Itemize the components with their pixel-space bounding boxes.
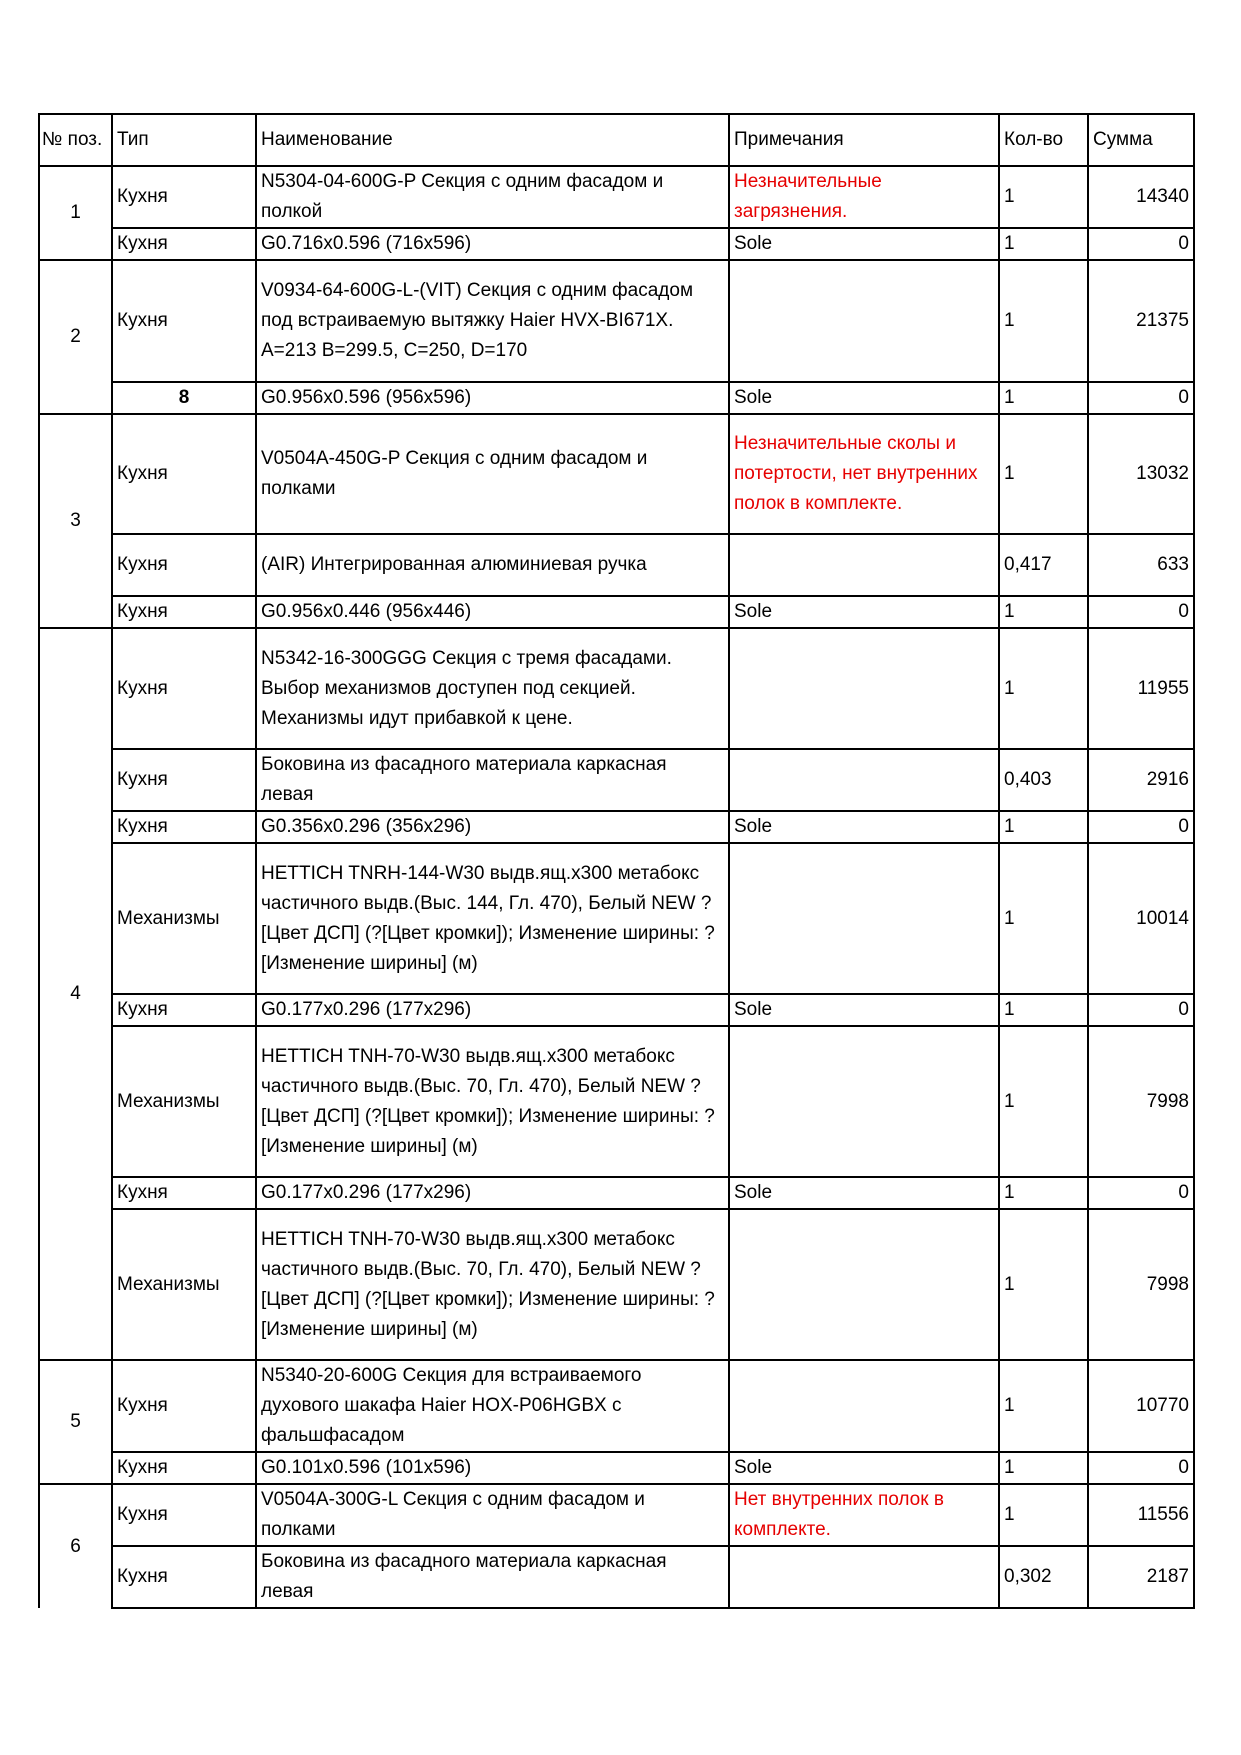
sum-cell: 0 (1088, 382, 1194, 414)
name-cell: N5340-20-600G Секция для встраиваемого духового шакафа Haier HOX-P06HGBX с фальшфасадом (256, 1360, 729, 1452)
notes-cell (729, 843, 999, 994)
sum-cell: 21375 (1088, 260, 1194, 382)
sum-cell: 11556 (1088, 1484, 1194, 1546)
position-number: 1 (39, 166, 112, 260)
type-cell: Кухня (112, 1452, 256, 1484)
notes-cell: Sole (729, 382, 999, 414)
table-row (39, 596, 1194, 628)
type-cell: Кухня (112, 414, 256, 534)
table-row (39, 228, 1194, 260)
notes-cell (729, 260, 999, 382)
name-cell: N5342-16-300GGG Секция с тремя фасадами. Выбор механизмов доступен под секцией. Механизмы идут прибавкой к цене. (256, 628, 729, 749)
header-pos: № поз. (39, 114, 112, 166)
sum-cell: 13032 (1088, 414, 1194, 534)
type-cell: Механизмы (112, 843, 256, 994)
notes-cell: Нет внутренних полок в комплекте. (729, 1484, 999, 1546)
sum-cell: 633 (1088, 534, 1194, 596)
notes-cell: Sole (729, 228, 999, 260)
sum-cell: 10770 (1088, 1360, 1194, 1452)
notes-cell (729, 1546, 999, 1608)
type-cell: Кухня (112, 534, 256, 596)
sum-cell: 0 (1088, 1452, 1194, 1484)
table-row (39, 1546, 1194, 1608)
table-row (39, 1026, 1194, 1177)
position-number: 6 (39, 1484, 112, 1608)
table-row (39, 1484, 1194, 1546)
name-cell: G0.956x0.596 (956x596) (256, 382, 729, 414)
name-cell: G0.716x0.596 (716x596) (256, 228, 729, 260)
type-cell: 8 (112, 382, 256, 414)
sum-cell: 0 (1088, 228, 1194, 260)
qty-cell: 1 (999, 228, 1088, 260)
position-number: 5 (39, 1360, 112, 1484)
specification-table (38, 113, 1195, 1609)
type-cell: Кухня (112, 1360, 256, 1452)
sum-cell: 0 (1088, 1177, 1194, 1209)
table-row (39, 382, 1194, 414)
notes-cell: Sole (729, 1452, 999, 1484)
type-cell: Кухня (112, 1484, 256, 1546)
qty-cell: 0,403 (999, 749, 1088, 811)
sum-cell: 0 (1088, 811, 1194, 843)
sum-cell: 7998 (1088, 1026, 1194, 1177)
type-cell: Кухня (112, 1177, 256, 1209)
sum-cell: 11955 (1088, 628, 1194, 749)
table-row (39, 1452, 1194, 1484)
table-row (39, 749, 1194, 811)
table-row (39, 534, 1194, 596)
name-cell: Боковина из фасадного материала каркасная левая (256, 1546, 729, 1608)
sum-cell: 2916 (1088, 749, 1194, 811)
qty-cell: 1 (999, 994, 1088, 1026)
qty-cell: 1 (999, 811, 1088, 843)
name-cell: G0.101x0.596 (101x596) (256, 1452, 729, 1484)
notes-cell (729, 1026, 999, 1177)
position-number: 3 (39, 414, 112, 628)
table-row (39, 166, 1194, 228)
type-cell: Кухня (112, 749, 256, 811)
qty-cell: 1 (999, 843, 1088, 994)
notes-cell: Sole (729, 596, 999, 628)
type-cell: Кухня (112, 228, 256, 260)
position-number: 2 (39, 260, 112, 414)
name-cell: HETTICH TNH-70-W30 выдв.ящ.x300 метабокс частичного выдв.(Выс. 70, Гл. 470), Белый NEW ?[Цвет ДСП] (?[Цвет кромки]); Изменение ширины: ?[Изменение ширины] (м) (256, 1026, 729, 1177)
notes-cell: Sole (729, 811, 999, 843)
table-row (39, 811, 1194, 843)
type-cell: Кухня (112, 994, 256, 1026)
notes-cell: Sole (729, 1177, 999, 1209)
notes-cell (729, 749, 999, 811)
position-number: 4 (39, 628, 112, 1360)
table-row (39, 414, 1194, 534)
sum-cell: 0 (1088, 596, 1194, 628)
name-cell: N5304-04-600G-P Секция с одним фасадом и полкой (256, 166, 729, 228)
sum-cell: 14340 (1088, 166, 1194, 228)
qty-cell: 1 (999, 1484, 1088, 1546)
header-notes: Примечания (729, 114, 999, 166)
type-cell: Кухня (112, 628, 256, 749)
table-row (39, 843, 1194, 994)
notes-cell: Незначительные сколы и потертости, нет внутренних полок в комплекте. (729, 414, 999, 534)
qty-cell: 1 (999, 628, 1088, 749)
name-cell: V0934-64-600G-L-(VIT) Секция с одним фасадом под встраиваемую вытяжку Haier HVX-BI671X. A=213 B=299.5, C=250, D=170 (256, 260, 729, 382)
type-cell: Механизмы (112, 1209, 256, 1360)
table-row (39, 994, 1194, 1026)
type-cell: Кухня (112, 166, 256, 228)
name-cell: G0.956x0.446 (956x446) (256, 596, 729, 628)
qty-cell: 1 (999, 1209, 1088, 1360)
name-cell: G0.177x0.296 (177x296) (256, 1177, 729, 1209)
qty-cell: 1 (999, 260, 1088, 382)
name-cell: HETTICH TNRH-144-W30 выдв.ящ.x300 метабокс частичного выдв.(Выс. 144, Гл. 470), Белый NEW ?[Цвет ДСП] (?[Цвет кромки]); Изменение ширины: ?[Изменение ширины] (м) (256, 843, 729, 994)
table-row (39, 1360, 1194, 1452)
table-row (39, 1177, 1194, 1209)
name-cell: V0504A-300G-L Секция с одним фасадом и полками (256, 1484, 729, 1546)
qty-cell: 1 (999, 414, 1088, 534)
notes-cell: Незначительные загрязнения. (729, 166, 999, 228)
name-cell: G0.177x0.296 (177x296) (256, 994, 729, 1026)
notes-cell (729, 1209, 999, 1360)
qty-cell: 1 (999, 166, 1088, 228)
qty-cell: 1 (999, 1360, 1088, 1452)
notes-cell (729, 628, 999, 749)
qty-cell: 0,302 (999, 1546, 1088, 1608)
sum-cell: 7998 (1088, 1209, 1194, 1360)
sum-cell: 2187 (1088, 1546, 1194, 1608)
table-row (39, 260, 1194, 382)
name-cell: HETTICH TNH-70-W30 выдв.ящ.x300 метабокс частичного выдв.(Выс. 70, Гл. 470), Белый NEW ?[Цвет ДСП] (?[Цвет кромки]); Изменение ширины: ?[Изменение ширины] (м) (256, 1209, 729, 1360)
sum-cell: 0 (1088, 994, 1194, 1026)
table-header-row (39, 114, 1194, 166)
qty-cell: 1 (999, 1452, 1088, 1484)
type-cell: Механизмы (112, 1026, 256, 1177)
header-name: Наименование (256, 114, 729, 166)
qty-cell: 1 (999, 1026, 1088, 1177)
notes-cell: Sole (729, 994, 999, 1026)
type-cell: Кухня (112, 596, 256, 628)
qty-cell: 1 (999, 1177, 1088, 1209)
notes-cell (729, 1360, 999, 1452)
type-cell: Кухня (112, 260, 256, 382)
qty-cell: 1 (999, 382, 1088, 414)
header-type: Тип (112, 114, 256, 166)
name-cell: G0.356x0.296 (356x296) (256, 811, 729, 843)
header-qty: Кол-во (999, 114, 1088, 166)
name-cell: Боковина из фасадного материала каркасная левая (256, 749, 729, 811)
type-cell: Кухня (112, 1546, 256, 1608)
qty-cell: 1 (999, 596, 1088, 628)
table-row (39, 628, 1194, 749)
qty-cell: 0,417 (999, 534, 1088, 596)
name-cell: (AIR) Интегрированная алюминиевая ручка (256, 534, 729, 596)
header-sum: Сумма (1088, 114, 1194, 166)
type-cell: Кухня (112, 811, 256, 843)
notes-cell (729, 534, 999, 596)
name-cell: V0504A-450G-P Секция с одним фасадом и полками (256, 414, 729, 534)
sum-cell: 10014 (1088, 843, 1194, 994)
table-row (39, 1209, 1194, 1360)
